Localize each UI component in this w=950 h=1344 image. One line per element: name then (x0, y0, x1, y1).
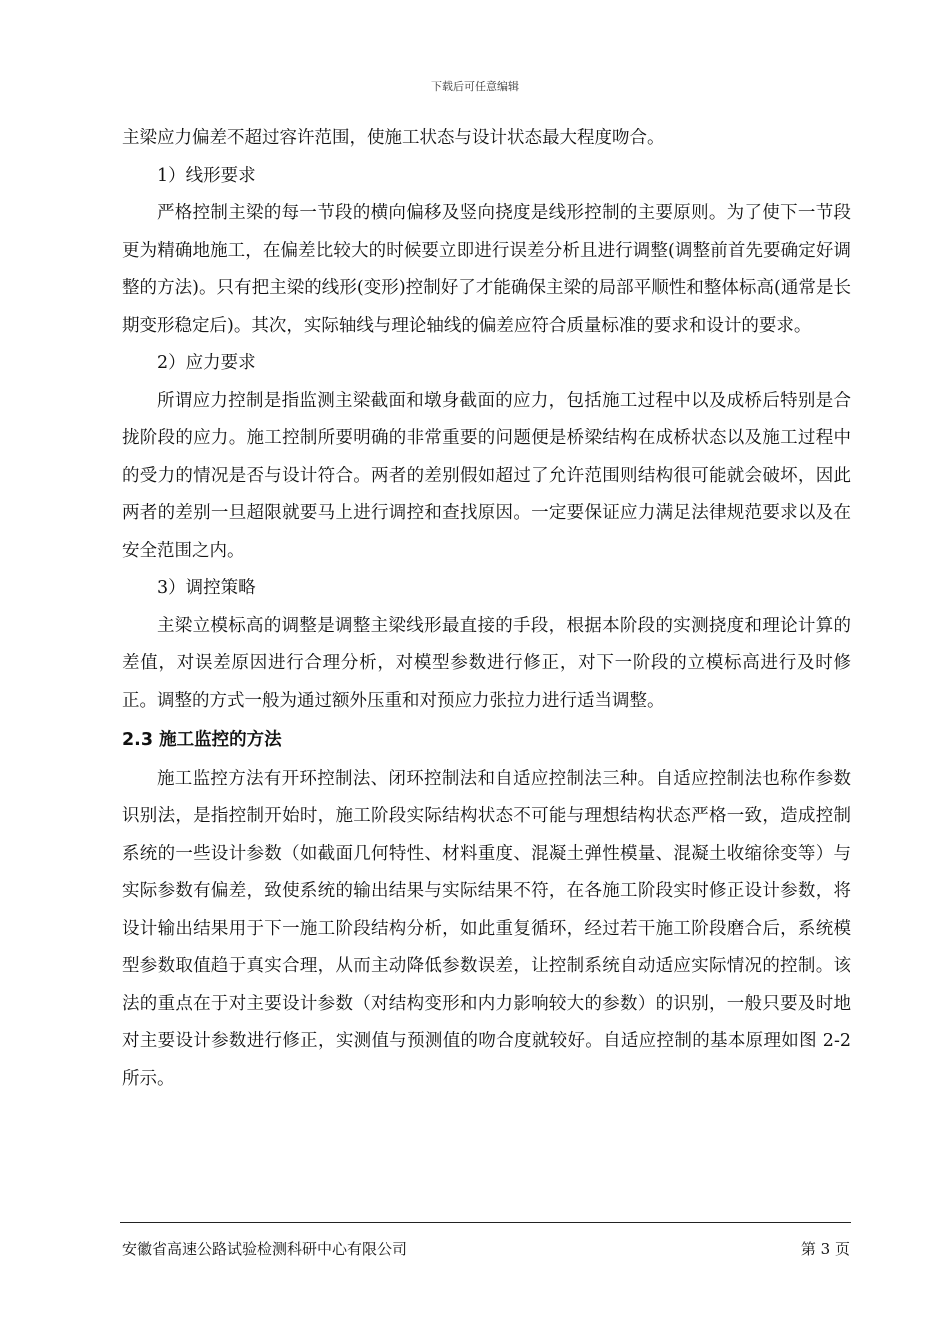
footer-organization: 安徽省高速公路试验检测科研中心有限公司 (122, 1240, 408, 1258)
footer-divider (120, 1222, 851, 1223)
page-number: 第 3 页 (800, 1240, 850, 1258)
section-heading: 2.3 施工监控的方法 (122, 730, 282, 750)
paragraph-continuation: 主梁应力偏差不超过容许范围，使施工状态与设计状态最大程度吻合。 (122, 128, 665, 148)
subheading-stress: 2）应力要求 (157, 353, 256, 373)
paragraph-stress: 所谓应力控制是指监测主梁截面和墩身截面的应力，包括施工过程中以及成桥后特别是合拢阶段的应力。施工控制所要明确的非常重要的问题便是桥梁结构在成桥状态以及施工过程中的受力的情况是否与设计符合。两者的差别假如超过了允许范围则结构很可能就会破坏，因此两者的差别一旦超限就要马上进行调控和查找原因。一定要保证应力满足法律规范要求以及在安全范围之内。 (122, 390, 851, 561)
paragraph-methods: 施工监控方法有开环控制法、闭环控制法和自适应控制法三种。自适应控制法也称作参数识别法，是指控制开始时，施工阶段实际结构状态不可能与理想结构状态严格一致，造成控制系统的一些设计参数（如截面几何特性、材料重度、混凝土弹性模量、混凝土收缩徐变等）与实际参数有偏差，致使系统的输出结果与实际结果不符，在各施工阶段实时修正设计参数，将设计输出结果用于下一施工阶段结构分析，如此重复循环，经过若干施工阶段磨合后，系统模型参数取值趋于真实合理，从而主动降低参数误差，让控制系统自动适应实际情况的控制。该法的重点在于对主要设计参数（对结构变形和内力影响较大的参数）的识别，一般只要及时地对主要设计参数进行修正，实测值与预测值的吻合度就较好。自适应控制的基本原理如图 2-2 所示。 (122, 768, 851, 1089)
document-body (122, 120, 851, 1098)
page-header: 下载后可任意编辑 (431, 80, 519, 93)
paragraph-strategy: 主梁立模标高的调整是调整主梁线形最直接的手段，根据本阶段的实测挠度和理论计算的差值，对误差原因进行合理分析，对模型参数进行修正，对下一阶段的立模标高进行及时修正。调整的方式一般为通过额外压重和对预应力张拉力进行适当调整。 (122, 615, 851, 711)
paragraph-line-shape: 严格控制主梁的每一节段的横向偏移及竖向挠度是线形控制的主要原则。为了使下一节段更为精确地施工，在偏差比较大的时候要立即进行误差分析且进行调整(调整前首先要确定好调整的方法)。只有把主梁的线形(变形)控制好了才能确保主梁的局部平顺性和整体标高(通常是长期变形稳定后)。其次，实际轴线与理论轴线的偏差应符合质量标准的要求和设计的要求。 (122, 203, 851, 336)
subheading-strategy: 3）调控策略 (157, 578, 256, 598)
subheading-line-shape: 1）线形要求 (157, 165, 256, 186)
